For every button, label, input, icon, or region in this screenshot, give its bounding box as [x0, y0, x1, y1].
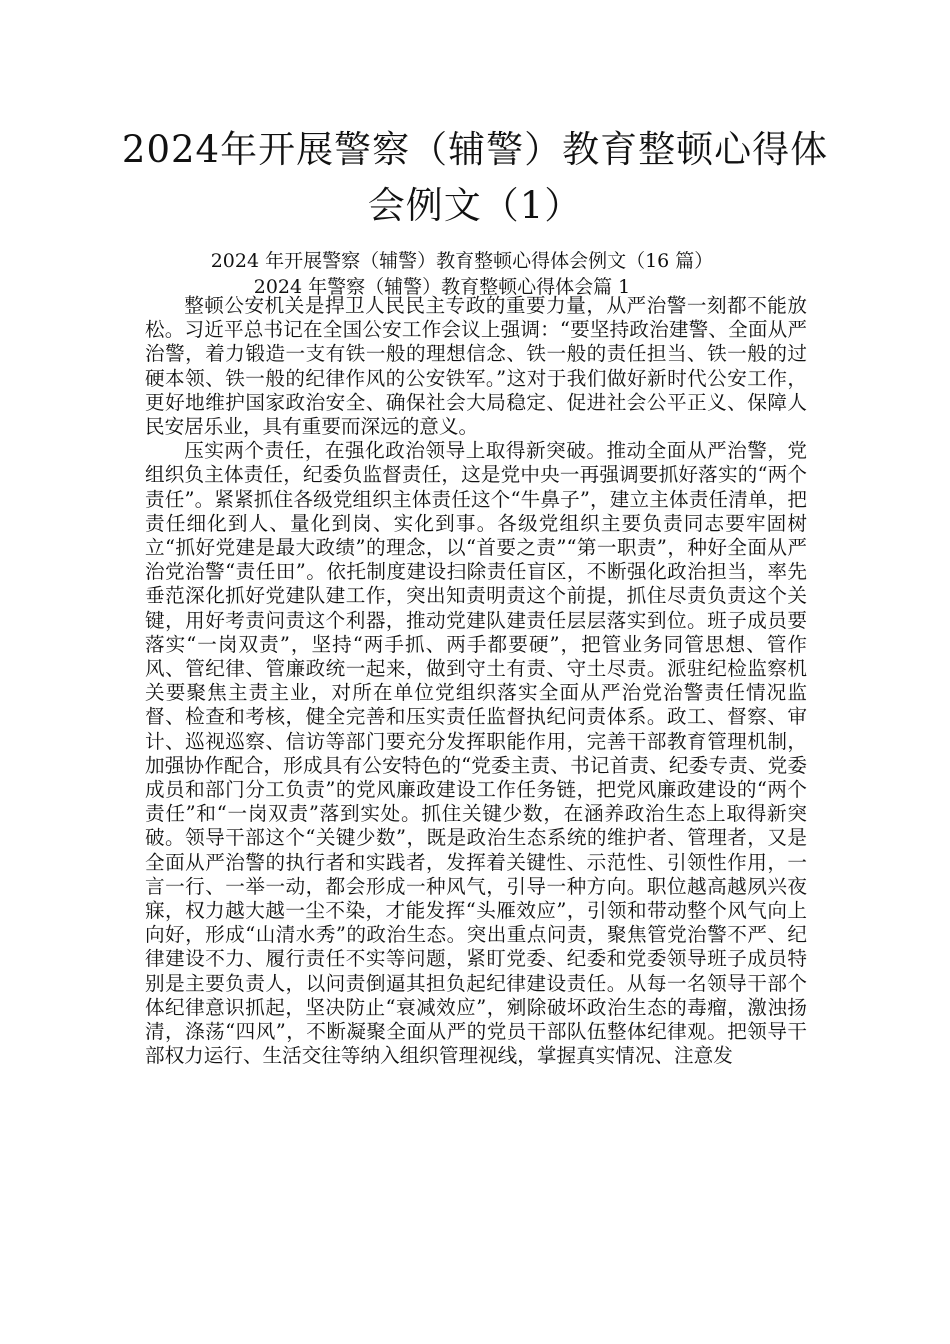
body-paragraph: 整顿公安机关是捍卫人民民主专政的重要力量，从严治警一刻都不能放松。习近平总书记在全国公安工作会议上强调：“要坚持政治建警、全面从严治警，着力锻造一支有铁一般的理想信念、铁一般的责任担当、铁一般的过硬本领、铁一般的纪律作风的公安铁军。”这对于我们做好新时代公安工作，更好地维护国家政治安全、确保社会大局稳定、促进社会公平正义、保障人民安居乐业，具有重要而深远的意义。 — [145, 294, 807, 439]
body-paragraph: 压实两个责任，在强化政治领导上取得新突破。推动全面从严治警，党组织负主体责任，纪委负监督责任，这是党中央一再强调要抓好落实的“两个责任”。紧紧抓住各级党组织主体责任这个“牛鼻子”，建立主体责任清单，把责任细化到人、量化到岗、实化到事。各级党组织主要负责同志要牢固树立“抓好党建是最大政绩”的理念，以“首要之责”“第一职责”，种好全面从严治党治警“责任田”。依托制度建设扫除责任盲区，不断强化政治担当，率先垂范深化抓好党建队建工作，突出知责明责这个前提，抓住尽责负责这个关键，用好考责问责这个利器，推动党建队建责任层层落实到位。班子成员要落实“一岗双责”，坚持“两手抓、两手都要硬”，把管业务同管思想、管作风、管纪律、管廉政统一起来，做到守土有责、守土尽责。派驻纪检监察机关要聚焦主责主业，对所在单位党组织落实全面从严治党治警责任情况监督、检查和考核，健全完善和压实责任监督执纪问责体系。政工、督察、审计、巡视巡察、信访等部门要充分发挥职能作用，完善干部教育管理机制，加强协作配合，形成具有公安特色的“党委主责、书记首责、纪委专责、党委成员和部门分工负责”的党风廉政建设工作任务链，把党风廉政建设的“两个责任”和“一岗双责”落到实处。抓住关键少数，在涵养政治生态上取得新突破。领导干部这个“关键少数”，既是政治生态系统的维护者、管理者，又是全面从严治警的执行者和实践者，发挥着关键性、示范性、引领性作用，一言一行、一举一动，都会形成一种风气，引导一种方向。职位越高越夙兴夜寐，权力越大越一尘不染，才能发挥“头雁效应”，引领和带动整个风气向上向好，形成“山清水秀”的政治生态。突出重点问责，聚焦管党治警不严、纪律建设不力、履行责任不实等问题，紧盯党委、纪委和党委领导班子成员特别是主要负责人，以问责倒逼其担负起纪律建设责任。从每一名领导干部个体纪律意识抓起，坚决防止“衰减效应”，剜除破坏政治生态的毒瘤，激浊扬清，涤荡“四风”，不断凝聚全面从严的党员干部队伍整体纪律观。把领导干部权力运行、生活交往等纳入组织管理视线，掌握真实情况、注意发 — [145, 439, 807, 1068]
section-heading: 2024 年警察（辅警）教育整顿心得体会篇 1 — [253, 276, 631, 298]
document-body — [145, 294, 807, 1069]
document-title: 2024年开展警察（辅警）教育整顿心得体会例文（1） — [121, 128, 829, 227]
document-subtitle: 2024 年开展警察（辅警）教育整顿心得体会例文（16 篇） — [210, 250, 714, 272]
